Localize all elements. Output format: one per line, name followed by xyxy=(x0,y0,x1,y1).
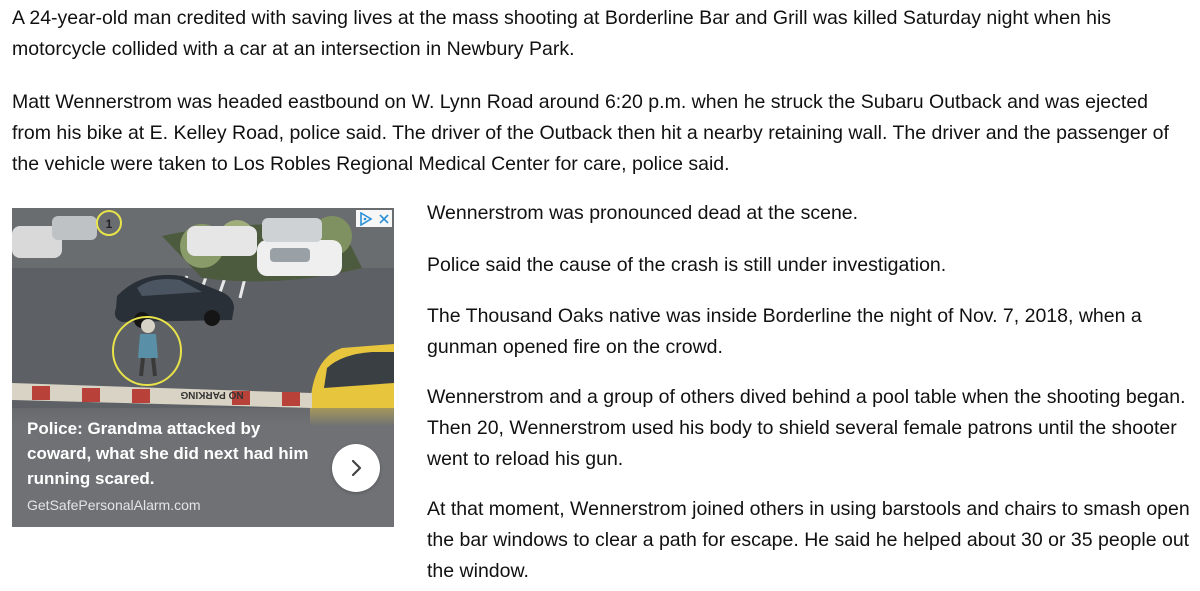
adchoices-icon[interactable] xyxy=(359,212,373,226)
article-paragraph-6: Wennerstrom and a group of others dived behind a pool table when the shooting began. Then 20, Wennerstrom used his body to shield several female patrons until the shooter went to reload his gun. xyxy=(427,386,1186,470)
ad-headline[interactable]: Police: Grandma attacked by coward, what she did next had him running scared. xyxy=(27,419,309,488)
ad-next-button[interactable] xyxy=(332,444,380,492)
ad-image[interactable] xyxy=(12,208,394,428)
ad-marker-number: 1 xyxy=(105,217,113,231)
chevron-right-icon xyxy=(346,458,366,478)
article-paragraph-1: A 24-year-old man credited with saving lives at the mass shooting at Borderline Bar and Grill was killed Saturday night when his motorcycle collided with a car at an intersection in Newbury Park. xyxy=(12,7,1112,60)
article-paragraph-4: Police said the cause of the crash is still under investigation. xyxy=(427,254,947,276)
ad-choices-button[interactable] xyxy=(356,210,392,227)
article-paragraph-7: At that moment, Wennerstrom joined others in using barstools and chairs to smash open the bar windows to clear a path for escape. He said he helped about 30 or 35 people out the window. xyxy=(427,498,1190,582)
ad-source[interactable]: GetSafePersonalAlarm.com xyxy=(27,497,201,513)
pavement-text: NO PARKING xyxy=(180,389,244,400)
article-paragraph-2: Matt Wennerstrom was headed eastbound on W. Lynn Road around 6:20 p.m. when he struck the Subaru Outback and was ejected from his bike at E. Kelley Road, police said. The driver of the Outback then hit a nearby retaining wall. The driver and the passenger of the vehicle were taken to Los Robles Regional Medical Center for care, police said. xyxy=(12,91,1169,175)
article-paragraph-5: The Thousand Oaks native was inside Borderline the night of Nov. 7, 2018, when a gunman opened fire on the crowd. xyxy=(427,305,1142,358)
sponsored-ad-card[interactable] xyxy=(12,208,394,527)
article-paragraph-3: Wennerstrom was pronounced dead at the scene. xyxy=(427,202,859,224)
close-icon[interactable] xyxy=(378,213,390,225)
